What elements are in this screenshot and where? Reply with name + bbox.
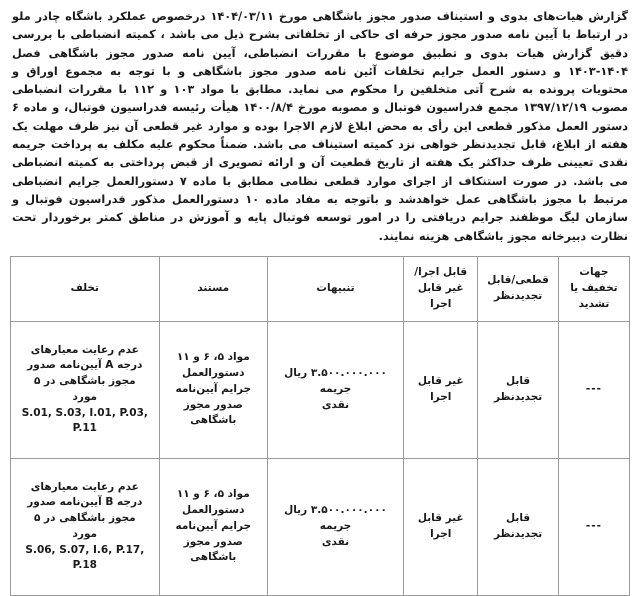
cell-reference-line: باشگاهی <box>190 551 237 564</box>
cell-penalty-line: نقدی <box>321 398 350 411</box>
cell-violation-line: عدم رعایت معیارهای <box>30 343 139 356</box>
cell-violation-codes: S.01, S.03, I.01, P.03, P.11 <box>21 406 148 435</box>
cell-penalty-line: ۳.۵۰۰.۰۰۰.۰۰۰ ریال جریمه <box>284 504 387 532</box>
cell-reference-line: مواد ۵، ۶ و ۱۱ <box>176 488 250 501</box>
verdict-table <box>10 256 630 596</box>
cell-reference-line: جرایم آیین‌نامه <box>175 519 252 532</box>
cell-reference <box>159 321 267 458</box>
cell-reference-line: جرایم آیین‌نامه <box>175 382 252 395</box>
table-header-penalty: تنبیهات <box>267 256 403 321</box>
table-header-row <box>11 256 630 321</box>
table-header-enforceability: قابل اجرا/غیر قابل اجرا <box>404 256 478 321</box>
cell-penalty <box>267 458 403 595</box>
cell-violation <box>11 458 160 595</box>
cell-violation-line: مورد <box>72 390 98 403</box>
cell-violation-line: مجوز باشگاهی در ۵ <box>33 375 136 388</box>
cell-reference-line: مواد ۵، ۶ و ۱۱ <box>176 351 250 364</box>
cell-penalty-line: ۳.۵۰۰.۰۰۰.۰۰۰ ریال جریمه <box>284 367 387 395</box>
cell-penalty <box>267 321 403 458</box>
cell-violation-line: مجوز باشگاهی در ۵ <box>33 512 136 525</box>
table-header-mitigation: جهات تخفیف یا تشدید <box>558 256 629 321</box>
cell-penalty-line: نقدی <box>321 535 350 548</box>
cell-reference-line: صدور مجوز <box>183 398 243 411</box>
cell-reference-line: دستورالعمل <box>182 367 245 380</box>
cell-violation-codes: S.06, S.07, I.6, P.17, P.18 <box>25 543 145 572</box>
cell-reference-line: دستورالعمل <box>182 504 245 517</box>
table-header-reference: مستند <box>159 256 267 321</box>
table-header-violation: تخلف <box>11 256 160 321</box>
cell-final-status: قابل تجدیدنظر <box>478 321 558 458</box>
cell-violation-line: درجه B آیین‌نامه صدور <box>27 496 143 509</box>
cell-final-status: قابل تجدیدنظر <box>478 458 558 595</box>
cell-violation-line: مورد <box>72 527 98 540</box>
table-header-final-status: قطعی/قابل تجدیدنظر <box>478 256 558 321</box>
cell-reference-line: صدور مجوز <box>183 535 243 548</box>
cell-reference-line: باشگاهی <box>190 414 237 427</box>
table-row <box>11 458 630 595</box>
cell-enforceability: غیر قابل اجرا <box>404 321 478 458</box>
cell-enforceability: غیر قابل اجرا <box>404 458 478 595</box>
cell-mitigation: --- <box>558 458 629 595</box>
table-row <box>11 321 630 458</box>
cell-mitigation: --- <box>558 321 629 458</box>
cell-violation <box>11 321 160 458</box>
cell-violation-line: عدم رعایت معیارهای <box>30 480 139 493</box>
cell-reference <box>159 458 267 595</box>
intro-paragraph-text: گزارش هیات‌های بدوی و استیناف صدور مجوز باشگاهی مورخ ۱۴۰۴/۰۳/۱۱ درخصوص عملکرد باشگاه چادر ملو در ارتباط با آیین نامه صدور مجوز حرفه ای حاکی از تخلفاتی بشرح ذیل می باشد ، کمیته انضباطی با بررسی دقیق گزارش هیات بدوی و تطبیق موضوع با مقررات انضباطی، آیین نامه صدور مجوز باشگاهی فصل ۱۴۰۴-۱۴۰۳ و دستور العمل جرایم تخلفات آئین نامه صدور مجوز باشگاهی و با توجه به مجموع اوراق و محتویات پرونده به شرح آتی متخلفین را محکوم می نماید. مطابق با مواد ۱۰۳ و ۱۱۲ با مقررات انضباطی مصوب ۱۳۹۷/۱۲/۱۹ مجمع فدراسیون فوتبال و مصوبه مورخ ۱۴۰۰/۸/۴ هیأت رئیسه فدراسیون فوتبال، و ماده ۶ دستور العمل مذکور قطعی این رأی به محض ابلاغ لازم الاجرا بوده و موارد غیر قطعی آن نیز ظرف مهلت یک هفته از ابلاغ، قابل تجدیدنظر خواهی نزد کمیته استیناف می باشد. ضمناً محکوم علیه مکلف به پرداخت جریمه نقدی تعیینی ظرف حداکثر یک هفته از تاریخ قطعیت آن و ارائه تصویری از قبض پرداختی به کمیته انضباطی می باشد. در صورت استنکاف از اجرای موارد قطعی نظامی مطابق با ماده ۷ دستورالعمل جرایم انضباطی مرتبط با مجوز باشگاهی عمل خواهدشد و باتوجه به مفاد ماده ۱۰ دستورالعمل مذکور فدراسیون فوتبال و سازمان لیگ موظفند جرایم دریافتی را در امور توسعه فوتبال پایه و آموزش در مناطق کمتر برخوردار تحت نظارت دبیرخانه مجوز باشگاهی هزینه نمایند. <box>12 10 629 243</box>
cell-violation-line: درجه A آیین‌نامه صدور <box>27 359 143 372</box>
intro-paragraph-block <box>10 8 630 246</box>
